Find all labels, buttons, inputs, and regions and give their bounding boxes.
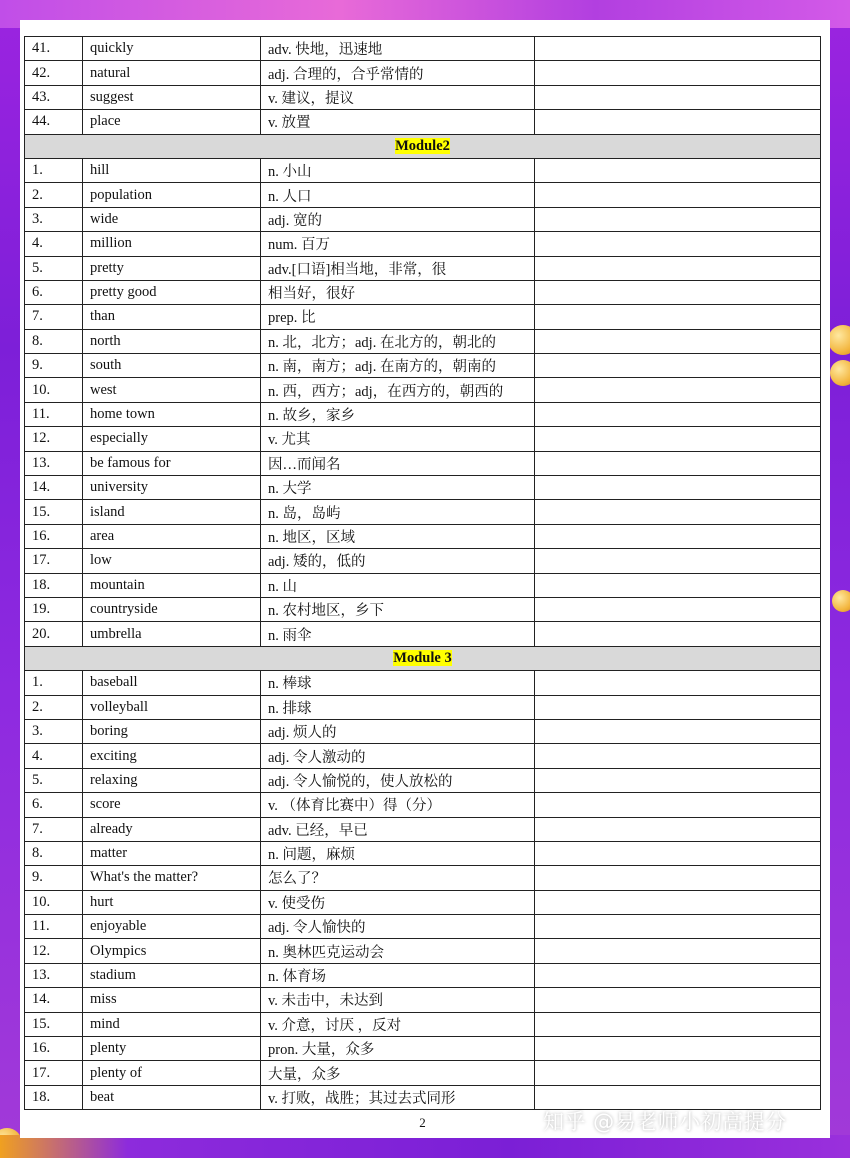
- row-number-cell: 16.: [25, 1037, 83, 1061]
- chinese-meaning-cell: 因…而闻名: [261, 451, 535, 475]
- row-number-cell: 14.: [25, 476, 83, 500]
- document-page: [20, 20, 830, 1138]
- row-number-cell: 1.: [25, 158, 83, 182]
- vocab-row: [25, 817, 821, 841]
- notes-cell: [535, 671, 821, 695]
- english-word-cell: umbrella: [83, 622, 261, 646]
- notes-cell: [535, 1061, 821, 1085]
- chinese-meaning-cell: n. 排球: [261, 695, 535, 719]
- row-number-cell: 43.: [25, 85, 83, 109]
- english-word-cell: especially: [83, 427, 261, 451]
- english-word-cell: low: [83, 549, 261, 573]
- row-number-cell: 3.: [25, 719, 83, 743]
- chinese-meaning-cell: n. 问题，麻烦: [261, 841, 535, 865]
- english-word-cell: score: [83, 793, 261, 817]
- english-word-cell: place: [83, 110, 261, 134]
- chinese-meaning-cell: n. 岛，岛屿: [261, 500, 535, 524]
- row-number-cell: 17.: [25, 1061, 83, 1085]
- chinese-meaning-cell: n. 雨伞: [261, 622, 535, 646]
- vocab-row: [25, 573, 821, 597]
- notes-cell: [535, 573, 821, 597]
- english-word-cell: matter: [83, 841, 261, 865]
- vocab-row: [25, 671, 821, 695]
- row-number-cell: 9.: [25, 866, 83, 890]
- gold-coin-decor: [830, 360, 850, 386]
- english-word-cell: volleyball: [83, 695, 261, 719]
- chinese-meaning-cell: v. （体育比赛中）得（分）: [261, 793, 535, 817]
- chinese-meaning-cell: n. 奥林匹克运动会: [261, 939, 535, 963]
- notes-cell: [535, 378, 821, 402]
- vocab-row: [25, 183, 821, 207]
- vocab-row: [25, 939, 821, 963]
- notes-cell: [535, 939, 821, 963]
- row-number-cell: 2.: [25, 183, 83, 207]
- chinese-meaning-cell: v. 建议，提议: [261, 85, 535, 109]
- module-header-row: [25, 646, 821, 670]
- notes-cell: [535, 695, 821, 719]
- chinese-meaning-cell: v. 使受伤: [261, 890, 535, 914]
- vocab-row: [25, 402, 821, 426]
- row-number-cell: 8.: [25, 329, 83, 353]
- vocab-row: [25, 549, 821, 573]
- notes-cell: [535, 988, 821, 1012]
- notes-cell: [535, 622, 821, 646]
- english-word-cell: baseball: [83, 671, 261, 695]
- english-word-cell: enjoyable: [83, 915, 261, 939]
- chinese-meaning-cell: v. 未击中，未达到: [261, 988, 535, 1012]
- english-word-cell: What's the matter?: [83, 866, 261, 890]
- row-number-cell: 7.: [25, 305, 83, 329]
- vocab-row: [25, 622, 821, 646]
- row-number-cell: 8.: [25, 841, 83, 865]
- vocab-row: [25, 37, 821, 61]
- english-word-cell: plenty of: [83, 1061, 261, 1085]
- english-word-cell: million: [83, 232, 261, 256]
- notes-cell: [535, 915, 821, 939]
- chinese-meaning-cell: adj. 令人愉悦的，使人放松的: [261, 768, 535, 792]
- row-number-cell: 3.: [25, 207, 83, 231]
- gold-coin-decor: [832, 590, 850, 612]
- english-word-cell: mountain: [83, 573, 261, 597]
- vocab-row: [25, 427, 821, 451]
- chinese-meaning-cell: adv. 已经，早已: [261, 817, 535, 841]
- english-word-cell: west: [83, 378, 261, 402]
- vocab-row: [25, 1037, 821, 1061]
- chinese-meaning-cell: n. 棒球: [261, 671, 535, 695]
- row-number-cell: 41.: [25, 37, 83, 61]
- gold-coin-decor: [828, 325, 850, 355]
- row-number-cell: 2.: [25, 695, 83, 719]
- notes-cell: [535, 817, 821, 841]
- english-word-cell: home town: [83, 402, 261, 426]
- chinese-meaning-cell: adj. 令人愉快的: [261, 915, 535, 939]
- row-number-cell: 5.: [25, 256, 83, 280]
- row-number-cell: 6.: [25, 280, 83, 304]
- row-number-cell: 11.: [25, 402, 83, 426]
- notes-cell: [535, 500, 821, 524]
- vocab-row: [25, 597, 821, 621]
- notes-cell: [535, 793, 821, 817]
- vocab-row: [25, 524, 821, 548]
- english-word-cell: be famous for: [83, 451, 261, 475]
- row-number-cell: 13.: [25, 963, 83, 987]
- english-word-cell: mind: [83, 1012, 261, 1036]
- vocab-row: [25, 719, 821, 743]
- vocab-row: [25, 866, 821, 890]
- english-word-cell: miss: [83, 988, 261, 1012]
- vocab-row: [25, 695, 821, 719]
- row-number-cell: 9.: [25, 354, 83, 378]
- vocab-row: [25, 793, 821, 817]
- vocab-row: [25, 207, 821, 231]
- vocab-row: [25, 915, 821, 939]
- notes-cell: [535, 232, 821, 256]
- notes-cell: [535, 402, 821, 426]
- row-number-cell: 11.: [25, 915, 83, 939]
- english-word-cell: plenty: [83, 1037, 261, 1061]
- notes-cell: [535, 890, 821, 914]
- vocab-row: [25, 232, 821, 256]
- row-number-cell: 12.: [25, 939, 83, 963]
- vocab-row: [25, 988, 821, 1012]
- notes-cell: [535, 524, 821, 548]
- chinese-meaning-cell: v. 介意，讨厌 ，反对: [261, 1012, 535, 1036]
- notes-cell: [535, 597, 821, 621]
- english-word-cell: beat: [83, 1085, 261, 1109]
- chinese-meaning-cell: n. 小山: [261, 158, 535, 182]
- english-word-cell: exciting: [83, 744, 261, 768]
- notes-cell: [535, 207, 821, 231]
- notes-cell: [535, 744, 821, 768]
- vocab-row: [25, 158, 821, 182]
- vocab-row: [25, 744, 821, 768]
- vocab-row: [25, 1061, 821, 1085]
- row-number-cell: 18.: [25, 1085, 83, 1109]
- zhihu-watermark: 知乎 @易老师小初高提分: [543, 1110, 787, 1134]
- notes-cell: [535, 768, 821, 792]
- vocab-row: [25, 451, 821, 475]
- chinese-meaning-cell: pron. 大量，众多: [261, 1037, 535, 1061]
- notes-cell: [535, 61, 821, 85]
- english-word-cell: hill: [83, 158, 261, 182]
- chinese-meaning-cell: 大量，众多: [261, 1061, 535, 1085]
- english-word-cell: than: [83, 305, 261, 329]
- module-title: Module 3: [393, 649, 452, 666]
- english-word-cell: wide: [83, 207, 261, 231]
- english-word-cell: north: [83, 329, 261, 353]
- chinese-meaning-cell: adj. 烦人的: [261, 719, 535, 743]
- vocab-row: [25, 963, 821, 987]
- english-word-cell: pretty good: [83, 280, 261, 304]
- english-word-cell: countryside: [83, 597, 261, 621]
- row-number-cell: 15.: [25, 500, 83, 524]
- module-title: Module2: [395, 137, 450, 154]
- row-number-cell: 6.: [25, 793, 83, 817]
- vocab-row: [25, 1012, 821, 1036]
- notes-cell: [535, 719, 821, 743]
- english-word-cell: Olympics: [83, 939, 261, 963]
- row-number-cell: 18.: [25, 573, 83, 597]
- chinese-meaning-cell: 相当好，很好: [261, 280, 535, 304]
- row-number-cell: 14.: [25, 988, 83, 1012]
- notes-cell: [535, 1037, 821, 1061]
- chinese-meaning-cell: n. 北，北方；adj. 在北方的，朝北的: [261, 329, 535, 353]
- chinese-meaning-cell: v. 尤其: [261, 427, 535, 451]
- vocabulary-table-body: [25, 37, 821, 1110]
- row-number-cell: 4.: [25, 232, 83, 256]
- notes-cell: [535, 1012, 821, 1036]
- notes-cell: [535, 866, 821, 890]
- english-word-cell: population: [83, 183, 261, 207]
- vocab-row: [25, 768, 821, 792]
- vocab-row: [25, 329, 821, 353]
- row-number-cell: 17.: [25, 549, 83, 573]
- row-number-cell: 1.: [25, 671, 83, 695]
- vocab-row: [25, 354, 821, 378]
- chinese-meaning-cell: 怎么了？: [261, 866, 535, 890]
- notes-cell: [535, 963, 821, 987]
- row-number-cell: 20.: [25, 622, 83, 646]
- chinese-meaning-cell: n. 人口: [261, 183, 535, 207]
- english-word-cell: natural: [83, 61, 261, 85]
- notes-cell: [535, 110, 821, 134]
- notes-cell: [535, 158, 821, 182]
- notes-cell: [535, 305, 821, 329]
- notes-cell: [535, 37, 821, 61]
- vocab-row: [25, 476, 821, 500]
- chinese-meaning-cell: v. 放置: [261, 110, 535, 134]
- english-word-cell: already: [83, 817, 261, 841]
- english-word-cell: area: [83, 524, 261, 548]
- chinese-meaning-cell: v. 打败，战胜；其过去式同形: [261, 1085, 535, 1109]
- english-word-cell: university: [83, 476, 261, 500]
- row-number-cell: 16.: [25, 524, 83, 548]
- row-number-cell: 44.: [25, 110, 83, 134]
- english-word-cell: quickly: [83, 37, 261, 61]
- row-number-cell: 12.: [25, 427, 83, 451]
- vocab-row: [25, 110, 821, 134]
- row-number-cell: 42.: [25, 61, 83, 85]
- page-number: 2: [419, 1115, 426, 1130]
- module-header-row: [25, 134, 821, 158]
- english-word-cell: south: [83, 354, 261, 378]
- chinese-meaning-cell: adv. 快地，迅速地: [261, 37, 535, 61]
- vocab-row: [25, 305, 821, 329]
- row-number-cell: 4.: [25, 744, 83, 768]
- chinese-meaning-cell: adj. 矮的，低的: [261, 549, 535, 573]
- english-word-cell: suggest: [83, 85, 261, 109]
- notes-cell: [535, 451, 821, 475]
- module-header-cell: [25, 134, 821, 158]
- row-number-cell: 15.: [25, 1012, 83, 1036]
- notes-cell: [535, 329, 821, 353]
- chinese-meaning-cell: n. 山: [261, 573, 535, 597]
- chinese-meaning-cell: n. 南，南方；adj. 在南方的，朝南的: [261, 354, 535, 378]
- chinese-meaning-cell: adv.[口语]相当地，非常，很: [261, 256, 535, 280]
- notes-cell: [535, 476, 821, 500]
- notes-cell: [535, 85, 821, 109]
- row-number-cell: 10.: [25, 378, 83, 402]
- row-number-cell: 19.: [25, 597, 83, 621]
- english-word-cell: hurt: [83, 890, 261, 914]
- vocab-row: [25, 500, 821, 524]
- notes-cell: [535, 354, 821, 378]
- chinese-meaning-cell: adj. 合理的，合乎常情的: [261, 61, 535, 85]
- vocab-row: [25, 256, 821, 280]
- notes-cell: [535, 256, 821, 280]
- vocab-row: [25, 280, 821, 304]
- chinese-meaning-cell: n. 农村地区，乡下: [261, 597, 535, 621]
- chinese-meaning-cell: prep. 比: [261, 305, 535, 329]
- vocab-row: [25, 890, 821, 914]
- row-number-cell: 10.: [25, 890, 83, 914]
- notes-cell: [535, 183, 821, 207]
- notes-cell: [535, 427, 821, 451]
- vocab-row: [25, 378, 821, 402]
- chinese-meaning-cell: n. 体育场: [261, 963, 535, 987]
- chinese-meaning-cell: adj. 宽的: [261, 207, 535, 231]
- english-word-cell: boring: [83, 719, 261, 743]
- vocabulary-table: [24, 36, 821, 1110]
- row-number-cell: 5.: [25, 768, 83, 792]
- chinese-meaning-cell: n. 西，西方；adj，在西方的，朝西的: [261, 378, 535, 402]
- row-number-cell: 7.: [25, 817, 83, 841]
- chinese-meaning-cell: n. 大学: [261, 476, 535, 500]
- row-number-cell: 13.: [25, 451, 83, 475]
- vocab-row: [25, 61, 821, 85]
- bottom-decor-band: [0, 1135, 850, 1158]
- chinese-meaning-cell: n. 故乡，家乡: [261, 402, 535, 426]
- notes-cell: [535, 841, 821, 865]
- english-word-cell: stadium: [83, 963, 261, 987]
- chinese-meaning-cell: adj. 令人激动的: [261, 744, 535, 768]
- english-word-cell: relaxing: [83, 768, 261, 792]
- vocab-row: [25, 85, 821, 109]
- notes-cell: [535, 280, 821, 304]
- chinese-meaning-cell: n. 地区，区域: [261, 524, 535, 548]
- module-header-cell: [25, 646, 821, 670]
- english-word-cell: pretty: [83, 256, 261, 280]
- english-word-cell: island: [83, 500, 261, 524]
- chinese-meaning-cell: num. 百万: [261, 232, 535, 256]
- notes-cell: [535, 549, 821, 573]
- vocab-row: [25, 841, 821, 865]
